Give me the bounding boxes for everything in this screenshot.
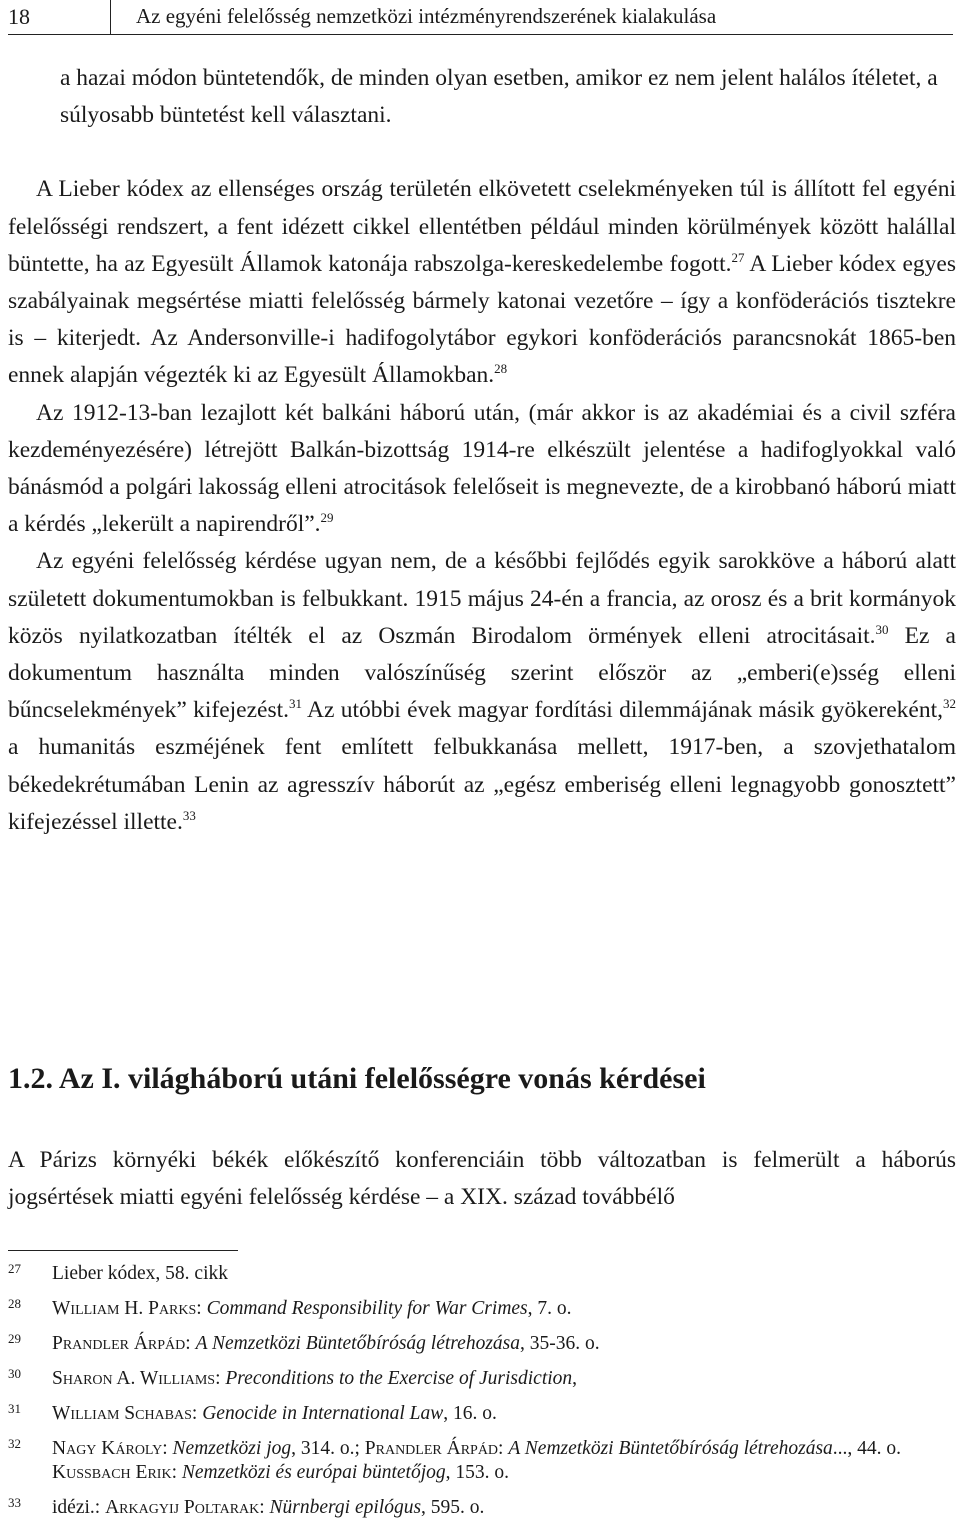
footnote-rule <box>8 1250 238 1251</box>
header-divider <box>110 0 111 35</box>
footnote-ref-28[interactable]: 28 <box>494 361 508 377</box>
section-text <box>8 1142 956 1216</box>
paragraph-1915: Az egyéni felelősség kérdése ugyan nem, de a későbbi fejlődés egyik sarokköve a háború alatt született dokumentumokban is felbukkant. 1915 május 24-én a francia, az orosz és a brit kormányok közös nyilatkozatban ítélték el az Oszmán Birodalom örmények elleni atrocitásait.$^{30}$ Ez a dokumentum használta minden valószínűség szerint először az „emberi(e)sség elleni bűncselekmények” kifejezést.$^{31}$ Az utóbbi évek magyar fordítási dilemmájának másik gyökereként,$^{32}$ a humanitás eszméjének fent említett felbukkanása mellett, 1917-ben, a szovjethatalom békedekrétumában Lenin az agresszív háborút az „egész emberiség elleni legnagyobb gonosztett” kifejezéssel illette.$^{33}$ <box>8 548 956 835</box>
paragraph-continuation: a hazai módon büntetendők, de minden olyan esetben, amikor ez nem jelent halálos ítéletet, a súlyosabb büntetést kell választani. <box>60 65 938 129</box>
section-heading: 1.2. Az I. világháború utáni felelősségre vonás kérdései <box>8 1062 706 1095</box>
paragraph-paris: A Párizs környéki békék előkészítő konferenciáin több változatban is felmerült a háborús jogsértések miatti egyéni felelősség kérdése – a XIX. század továbbélő <box>8 1147 956 1211</box>
footnotes <box>8 1262 956 1531</box>
footnote-ref-29[interactable]: 29 <box>320 510 334 526</box>
running-header <box>0 0 960 36</box>
footnote-28: 28 William H. Parks: Command Responsibility for War Crimes, 7. o. <box>8 1296 572 1319</box>
paragraph-lieber: A Lieber kódex az ellenséges ország területén elkövetett cselekményeken túl is állított fel egyéni felelősségi rendszert, a fent idézett cikkel ellentétben például minden körülmények között halállal büntette, ha az Egyesült Államok katonája rabszolga-kereskedelembe fogott.$^{27}$ A Lieber kódex egyes szabályainak megsértése miatti felelősség bármely katonai vezetőre – így a konföderációs tisztekre is – kiterjedt. Az Andersonville-i hadifogolytábor egykori konföderációs parancsnokát 1865-ben ennek alapján végezték ki az Egyesült Államokban.$^{28}$ <box>8 176 956 389</box>
main-text <box>8 60 956 841</box>
footnote-30: 30 Sharon A. Williams: Preconditions to the Exercise of Jurisdiction, <box>8 1366 578 1389</box>
footnote-27: 27 Lieber kódex, 58. cikk <box>8 1261 228 1284</box>
footnote-33: 33 idézi.: Arkagyij Poltarak: Nürnbergi epilógus, 595. o. <box>8 1495 485 1518</box>
running-title: Az egyéni felelősség nemzetközi intézményrendszerének kialakulása <box>136 4 717 28</box>
footnote-31: 31 William Schabas: Genocide in International Law, 16. o. <box>8 1401 497 1424</box>
footnote-32: 32 Nagy Károly: Nemzetközi jog, 314. o.; Prandler Árpád: A Nemzetközi Büntetőbíróság létrehozása..., 44. o. Kussbach Erik: Nemzetközi és európai büntetőjog, 153. o. <box>8 1436 902 1483</box>
footnote-ref-30[interactable]: 30 <box>875 621 889 637</box>
paragraph-balkan: Az 1912-13-ban lezajlott két balkáni háború után, (már akkor is az akadémiai és a civil szféra kezdeményezésére) létrejött Balkán-bizottság 1914-re elkészült jelentése a hadifoglyokkal való bánásmód a polgári lakosság elleni atrocitások felelőseit is megnevezte, de a kirobbanó háború miatt a kérdés „lekerült a napirendről”.$^{29}$ <box>8 399 956 538</box>
footnote-ref-27[interactable]: 27 <box>731 249 745 265</box>
page-number: 18 <box>8 4 30 29</box>
footnote-ref-32[interactable]: 32 <box>943 696 956 712</box>
footnote-ref-33[interactable]: 33 <box>182 807 196 823</box>
footnote-ref-31[interactable]: 31 <box>289 696 302 712</box>
footnote-29: 29 Prandler Árpád: A Nemzetközi Büntetőbíróság létrehozása, 35-36. o. <box>8 1331 600 1354</box>
header-rule <box>8 34 953 35</box>
